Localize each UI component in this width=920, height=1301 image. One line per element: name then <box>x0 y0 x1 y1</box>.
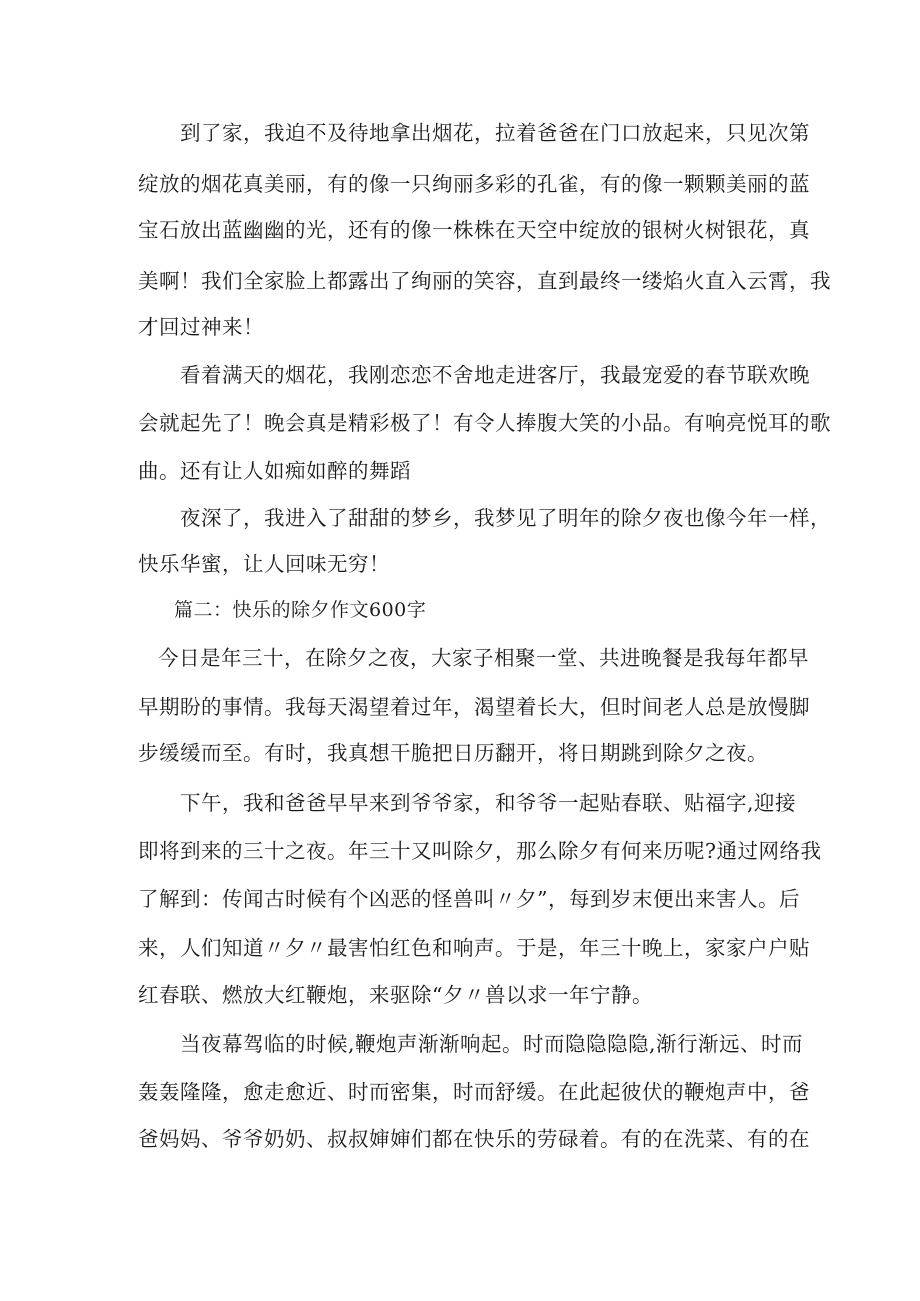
paragraph-5-line-3: 了解到：传闻古时候有个凶恶的怪兽叫〃夕”，每到岁末便出来害人。后 <box>138 887 800 911</box>
paragraph-6-line-1: 当夜幕驾临的时候,鞭炮声渐渐响起。时而隐隐隐隐,渐行渐远、时而 <box>180 1032 804 1056</box>
paragraph-2-line-2: 会就起先了！晚会真是精彩极了！有令人捧腹大笑的小品。有响亮悦耳的歌 <box>138 411 831 435</box>
paragraph-2-line-1: 看着满天的烟花，我刚恋恋不舍地走进客厅，我最宠爱的春节联欢晚 <box>180 363 810 387</box>
paragraph-6-line-2: 轰轰隆隆，愈走愈近、时而密集，时而舒缓。在此起彼伏的鞭炮声中，爸 <box>138 1080 810 1104</box>
paragraph-2-line-3: 曲。还有让人如痴如醉的舞蹈 <box>138 459 411 483</box>
paragraph-5-line-4: 来，人们知道〃夕〃最害怕红色和响声。于是，年三十晚上，家家户户贴 <box>138 936 810 960</box>
paragraph-5-line-2: 即将到来的三十之夜。年三十又叫除夕，那么除夕有何来历呢?通过网络我 <box>138 839 822 863</box>
paragraph-1-line-3: 宝石放出蓝幽幽的光，还有的像一株株在天空中绽放的银树火树银花，真 <box>138 218 810 242</box>
paragraph-1-line-1: 到了家，我迫不及待地拿出烟花，拉着爸爸在门口放起来，只见次第 <box>180 121 810 145</box>
section-heading: 篇二：快乐的除夕作文600字 <box>174 599 427 621</box>
paragraph-3-line-1: 夜深了，我进入了甜甜的梦乡，我梦见了明年的除夕夜也像今年一样， <box>180 506 831 530</box>
paragraph-4-line-2: 早期盼的事情。我每天渴望着过年，渴望着长大，但时间老人总是放慢脚 <box>138 695 810 719</box>
paragraph-4-line-3: 步缓缓而至。有时，我真想干脆把日历翻开，将日期跳到除夕之夜。 <box>138 741 768 765</box>
paragraph-6-line-3: 爸妈妈、爷爷奶奶、叔叔婶婶们都在快乐的劳碌着。有的在洗菜、有的在 <box>138 1127 810 1151</box>
paragraph-3-line-2: 快乐华蜜，让人回味无穷！ <box>138 552 390 576</box>
paragraph-1-line-5: 才回过神来！ <box>138 315 264 339</box>
paragraph-1-line-4: 美啊！我们全家脸上都露出了绚丽的笑容，直到最终一缕焰火直入云霄，我 <box>138 269 831 293</box>
paragraph-1-line-2: 绽放的烟花真美丽，有的像一只绚丽多彩的孔雀，有的像一颗颗美丽的蓝 <box>138 172 810 196</box>
paragraph-4-line-1: 今日是年三十，在除夕之夜，大家子相聚一堂、共进晚餐是我每年都早 <box>158 646 809 670</box>
paragraph-5-line-5: 红春联、燃放大红鞭炮，来驱除“夕〃兽以求一年宁静。 <box>138 983 653 1007</box>
paragraph-5-line-1: 下午，我和爸爸早早来到爷爷家，和爷爷一起贴春联、贴福字,迎接 <box>180 791 797 815</box>
